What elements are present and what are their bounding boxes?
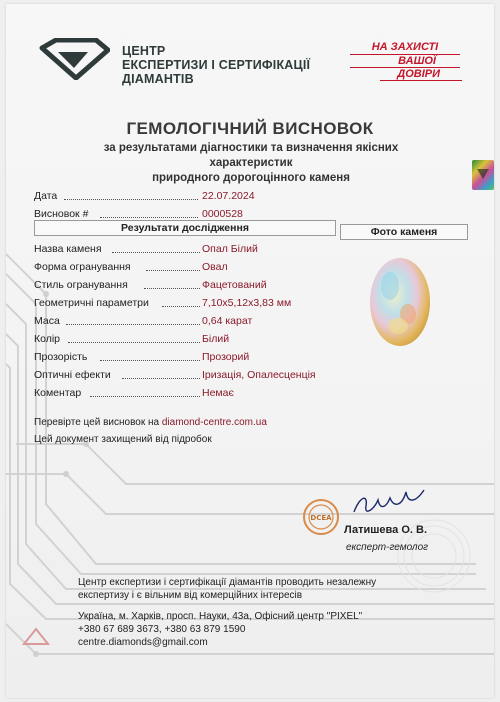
dotted-leader [162,306,200,307]
result-value: Іризація, Опалесценція [202,369,316,381]
date-row [34,190,284,204]
result-label: Маса [34,315,60,327]
hologram-sticker-icon [472,160,494,190]
subtitle-line2: природного дорогоцінного каменя [152,172,350,184]
certificate-sheet [6,4,494,698]
org-name-line3: ДІАМАНТІВ [122,72,194,86]
org-name-line2: ЕКСПЕРТИЗИ І СЕРТИФІКАЦІЇ [122,58,311,72]
result-row [34,315,334,329]
footer-address: Україна, м. Харків, просп. Науки, 43а, Офісний центр "PIXEL" [78,611,363,622]
seal-text: DCEA [310,514,332,522]
result-value: Фацетований [202,279,267,291]
number-value: 0000528 [202,208,243,220]
result-row [34,333,334,347]
result-label: Прозорість [34,351,88,363]
protect-text: Цей документ захищений від підробок [34,434,212,445]
dotted-leader [100,217,198,218]
organization-name [122,44,342,86]
verify-line [34,417,267,428]
photo-header: Фото каменя [340,224,468,240]
date-label: Дата [34,190,58,202]
document-subtitle [66,141,436,186]
result-label: Коментар [34,387,82,399]
result-label: Колір [34,333,61,345]
date-value: 22.07.2024 [202,190,255,202]
signer-name: Латишева О. В. [344,524,428,536]
result-label: Назва каменя [34,243,102,255]
dotted-leader [144,288,200,289]
result-value: Овал [202,261,228,273]
slogan-line1: НА ЗАХИСТІ [350,41,460,55]
footer-line1: Центр експертизи і сертифікації діамантів проводить незалежну [78,577,377,588]
results-header: Результати дослідження [34,220,336,236]
result-row [34,369,334,383]
slogan [350,41,460,81]
footer-line2: експертизу і є вільним від комерційних інтересів [78,590,303,601]
subtitle-line1: за результатами діагностики та визначення якісних характеристик [103,142,399,169]
result-row [34,297,334,311]
verify-link[interactable]: diamond-centre.com.ua [161,417,267,428]
dotted-leader [112,252,200,253]
handwritten-signature [350,486,430,522]
footer-statement [78,576,376,602]
footer-email[interactable]: centre.diamonds@gmail.com [78,637,208,648]
result-row [34,279,334,293]
verify-text: Перевірте цей висновок на [34,417,160,428]
result-row [34,261,334,275]
document-title: ГЕМОЛОГІЧНИЙ ВИСНОВОК [126,119,374,138]
result-value: Прозорий [202,351,250,363]
result-value: Білий [202,333,230,345]
dotted-leader [122,378,200,379]
result-label: Форма огранування [34,261,131,273]
org-name-line1: ЦЕНТР [122,44,166,58]
footer-phones: +380 67 689 3673, +380 63 879 1590 [78,624,246,635]
result-value: Опал Білий [202,243,258,255]
dotted-leader [146,270,200,271]
dotted-leader [64,199,198,200]
slogan-line3: ДОВІРИ [380,68,462,81]
signer-role: експерт-гемолог [346,542,429,553]
dotted-leader [90,396,200,397]
stone-photo [368,256,432,348]
dotted-leader [68,342,200,343]
diamond-logo-icon [36,38,110,80]
gemological-seal-icon [302,498,340,536]
dotted-leader [66,324,200,325]
footer-contacts [78,610,362,649]
dotted-leader [100,360,200,361]
result-label: Стиль огранування [34,279,128,291]
result-row [34,351,334,365]
result-label: Оптичні ефекти [34,369,111,381]
result-value: 7,10x5,12x3,83 мм [202,297,292,309]
result-value: 0,64 карат [202,315,253,327]
result-row [34,243,334,257]
result-value: Немає [202,387,234,399]
number-label: Висновок # [34,208,89,220]
result-label: Геометричні параметри [34,297,149,309]
slogan-line2: ВАШОЇ [350,55,460,68]
result-row [34,387,334,401]
